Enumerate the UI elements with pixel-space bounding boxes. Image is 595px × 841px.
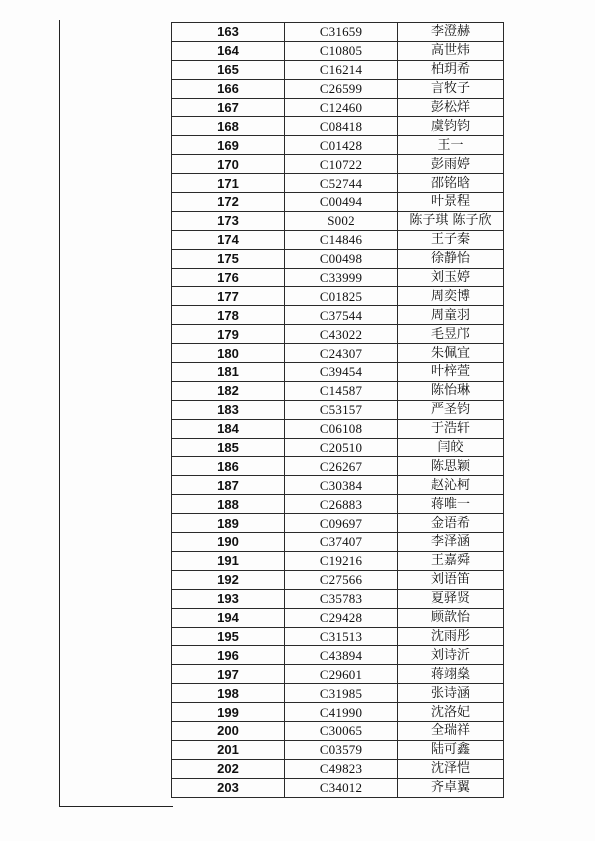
row-number-cell: 173: [172, 211, 285, 230]
table-row: [172, 759, 504, 778]
row-name-cell: 闫皎: [398, 438, 504, 457]
row-name-cell: 金语希: [398, 514, 504, 533]
table-row: [172, 419, 504, 438]
row-name-cell: 周奕博: [398, 287, 504, 306]
row-number-cell: 185: [172, 438, 285, 457]
table-row: [172, 400, 504, 419]
row-name-cell: 李澄赫: [398, 23, 504, 42]
table-row: [172, 287, 504, 306]
row-name-cell: 柏玥希: [398, 60, 504, 79]
row-number-cell: 183: [172, 400, 285, 419]
row-id-cell: C29601: [285, 665, 398, 684]
row-id-cell: C43894: [285, 646, 398, 665]
row-number-cell: 202: [172, 759, 285, 778]
row-id-cell: C30065: [285, 721, 398, 740]
row-name-cell: 言牧子: [398, 79, 504, 98]
row-name-cell: 刘诗沂: [398, 646, 504, 665]
table-row: [172, 268, 504, 287]
table-row: [172, 476, 504, 495]
table-row: [172, 60, 504, 79]
row-number-cell: 181: [172, 363, 285, 382]
row-number-cell: 177: [172, 287, 285, 306]
table-row: [172, 23, 504, 42]
table-row: [172, 211, 504, 230]
row-id-cell: C33999: [285, 268, 398, 287]
row-number-cell: 196: [172, 646, 285, 665]
row-name-cell: 沈洛妃: [398, 703, 504, 722]
table-row: [172, 79, 504, 98]
row-number-cell: 170: [172, 155, 285, 174]
row-id-cell: C03579: [285, 740, 398, 759]
row-number-cell: 200: [172, 721, 285, 740]
row-name-cell: 虞钧钧: [398, 117, 504, 136]
row-name-cell: 于浩轩: [398, 419, 504, 438]
row-id-cell: C20510: [285, 438, 398, 457]
row-id-cell: C30384: [285, 476, 398, 495]
table-row: [172, 325, 504, 344]
row-name-cell: 沈泽恺: [398, 759, 504, 778]
row-number-cell: 180: [172, 344, 285, 363]
row-name-cell: 齐卓翼: [398, 778, 504, 797]
row-number-cell: 166: [172, 79, 285, 98]
row-name-cell: 周童羽: [398, 306, 504, 325]
row-id-cell: C37544: [285, 306, 398, 325]
row-number-cell: 192: [172, 570, 285, 589]
row-name-cell: 叶梓萱: [398, 363, 504, 382]
row-id-cell: C35783: [285, 589, 398, 608]
row-number-cell: 179: [172, 325, 285, 344]
row-id-cell: C01825: [285, 287, 398, 306]
row-number-cell: 197: [172, 665, 285, 684]
table-row: [172, 627, 504, 646]
row-number-cell: 195: [172, 627, 285, 646]
row-number-cell: 184: [172, 419, 285, 438]
row-name-cell: 李泽涵: [398, 533, 504, 552]
table-row: [172, 551, 504, 570]
row-number-cell: 164: [172, 41, 285, 60]
row-number-cell: 193: [172, 589, 285, 608]
row-number-cell: 188: [172, 495, 285, 514]
row-id-cell: C34012: [285, 778, 398, 797]
row-number-cell: 171: [172, 174, 285, 193]
row-number-cell: 182: [172, 381, 285, 400]
row-name-cell: 高世炜: [398, 41, 504, 60]
row-id-cell: C41990: [285, 703, 398, 722]
table-row: [172, 740, 504, 759]
row-number-cell: 165: [172, 60, 285, 79]
row-number-cell: 201: [172, 740, 285, 759]
table-row: [172, 457, 504, 476]
row-name-cell: 沈雨彤: [398, 627, 504, 646]
table-row: [172, 665, 504, 684]
table-row: [172, 721, 504, 740]
row-id-cell: C01428: [285, 136, 398, 155]
row-name-cell: 彭雨婷: [398, 155, 504, 174]
table-row: [172, 344, 504, 363]
outer-table-bottom-border: [59, 806, 173, 807]
row-name-cell: 赵沁柯: [398, 476, 504, 495]
row-id-cell: C37407: [285, 533, 398, 552]
row-number-cell: 194: [172, 608, 285, 627]
row-number-cell: 203: [172, 778, 285, 797]
table-row: [172, 136, 504, 155]
row-name-cell: 王嘉舜: [398, 551, 504, 570]
table-row: [172, 438, 504, 457]
row-id-cell: C24307: [285, 344, 398, 363]
table-row: [172, 646, 504, 665]
row-number-cell: 191: [172, 551, 285, 570]
roster-table: [171, 22, 504, 798]
row-name-cell: 刘玉婷: [398, 268, 504, 287]
row-id-cell: C16214: [285, 60, 398, 79]
table-row: [172, 684, 504, 703]
row-number-cell: 190: [172, 533, 285, 552]
table-row: [172, 778, 504, 797]
row-id-cell: C09697: [285, 514, 398, 533]
row-id-cell: C53157: [285, 400, 398, 419]
row-name-cell: 王一: [398, 136, 504, 155]
table-row: [172, 193, 504, 212]
row-number-cell: 199: [172, 703, 285, 722]
table-row: [172, 514, 504, 533]
table-row: [172, 230, 504, 249]
table-row: [172, 589, 504, 608]
table-row: [172, 249, 504, 268]
row-name-cell: 陆可鑫: [398, 740, 504, 759]
row-number-cell: 168: [172, 117, 285, 136]
row-name-cell: 蒋唯一: [398, 495, 504, 514]
row-id-cell: C12460: [285, 98, 398, 117]
row-name-cell: 叶景程: [398, 193, 504, 212]
outer-table-left-border: [59, 20, 60, 807]
row-name-cell: 彭松烊: [398, 98, 504, 117]
table-row: [172, 608, 504, 627]
row-id-cell: C14587: [285, 381, 398, 400]
row-id-cell: C52744: [285, 174, 398, 193]
table-row: [172, 533, 504, 552]
table-row: [172, 570, 504, 589]
row-number-cell: 176: [172, 268, 285, 287]
row-id-cell: C10722: [285, 155, 398, 174]
row-number-cell: 167: [172, 98, 285, 117]
row-name-cell: 夏驿贤: [398, 589, 504, 608]
row-id-cell: C31513: [285, 627, 398, 646]
row-name-cell: 陈思颖: [398, 457, 504, 476]
row-number-cell: 175: [172, 249, 285, 268]
row-number-cell: 198: [172, 684, 285, 703]
row-id-cell: C10805: [285, 41, 398, 60]
row-id-cell: C31985: [285, 684, 398, 703]
table-row: [172, 41, 504, 60]
row-id-cell: C31659: [285, 23, 398, 42]
table-row: [172, 306, 504, 325]
row-id-cell: S002: [285, 211, 398, 230]
table-row: [172, 117, 504, 136]
row-name-cell: 刘语笛: [398, 570, 504, 589]
row-id-cell: C00498: [285, 249, 398, 268]
table-row: [172, 703, 504, 722]
row-number-cell: 178: [172, 306, 285, 325]
row-number-cell: 186: [172, 457, 285, 476]
row-number-cell: 174: [172, 230, 285, 249]
row-name-cell: 顾歆怡: [398, 608, 504, 627]
table-row: [172, 155, 504, 174]
row-id-cell: C43022: [285, 325, 398, 344]
row-name-cell: 陈怡琳: [398, 381, 504, 400]
row-number-cell: 163: [172, 23, 285, 42]
row-name-cell: 严圣钧: [398, 400, 504, 419]
row-name-cell: 陈子琪 陈子欣: [398, 211, 504, 230]
row-id-cell: C26883: [285, 495, 398, 514]
row-name-cell: 王子秦: [398, 230, 504, 249]
row-name-cell: 张诗涵: [398, 684, 504, 703]
row-id-cell: C26599: [285, 79, 398, 98]
row-name-cell: 全瑞祥: [398, 721, 504, 740]
row-id-cell: C19216: [285, 551, 398, 570]
row-id-cell: C29428: [285, 608, 398, 627]
row-number-cell: 172: [172, 193, 285, 212]
table-row: [172, 381, 504, 400]
row-number-cell: 187: [172, 476, 285, 495]
row-id-cell: C49823: [285, 759, 398, 778]
table-row: [172, 495, 504, 514]
row-id-cell: C26267: [285, 457, 398, 476]
row-id-cell: C06108: [285, 419, 398, 438]
table-row: [172, 363, 504, 382]
table-row: [172, 98, 504, 117]
row-id-cell: C14846: [285, 230, 398, 249]
row-id-cell: C39454: [285, 363, 398, 382]
row-id-cell: C27566: [285, 570, 398, 589]
roster-table-body: [172, 23, 504, 798]
row-id-cell: C08418: [285, 117, 398, 136]
row-name-cell: 毛昱邝: [398, 325, 504, 344]
row-number-cell: 189: [172, 514, 285, 533]
row-name-cell: 邵铭晗: [398, 174, 504, 193]
row-name-cell: 朱佩宜: [398, 344, 504, 363]
row-id-cell: C00494: [285, 193, 398, 212]
row-number-cell: 169: [172, 136, 285, 155]
row-name-cell: 徐静怡: [398, 249, 504, 268]
table-row: [172, 174, 504, 193]
row-name-cell: 蒋翊燊: [398, 665, 504, 684]
